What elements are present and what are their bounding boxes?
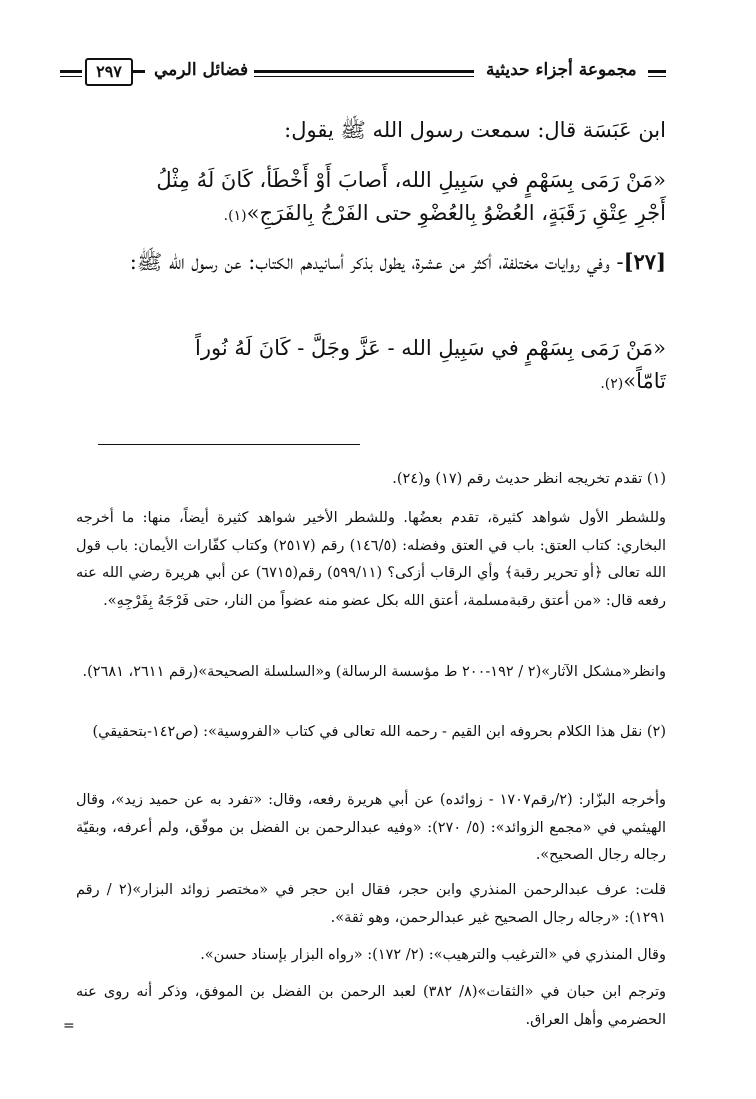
- item-number: [٢٧]: [623, 249, 666, 274]
- book-title: فضائل الرمي: [154, 60, 249, 80]
- page-number: ٢٩٧: [85, 58, 133, 86]
- footnote-1-detail: وللشطر الأول شواهد كثيرة، تقدم بعضُها. وللشطر الأخير شواهد كثيرة أيضاً، منها: ما أخرجه البخاري: كتاب العتق: باب في العتق وفضله: (١٤٦/٥) رقم (٢٥١٧) وكتاب كفّارات الأيمان: باب قول الله تعالى ﴿أو تحرير رقبة﴾ وأي الرقاب أزكى؟ (٥٩٩/١١) رقم(٦٧١٥) عن أبي هريرة رضي الله عنه رفعه قال: «من أعتق رقبةمسلمة، أعتق الله بكل عضو منه عضواً من النار، حتى فَرْجَهُ بِفَرْجِهِ».: [76, 510, 666, 609]
- hadith-2-line-2: تَامّاً»(٢).: [600, 368, 666, 393]
- footnote-2-comment: قلت: عرف عبدالرحمن المنذري وابن حجر، فقال ابن حجر في «مختصر زوائد البزار»(٢ / رقم ١٢٩١): «رجاله رجال الصحيح غير عبدالرحمن، وهو ثقة».: [76, 882, 667, 926]
- header-rule: [131, 70, 145, 73]
- footnote-2-ibn-hibban: وترجم ابن حبان في «الثقات»(٨/ ٣٨٢) لعبد الرحمن بن الفضل بن الموفق، وذكر أنه روى عنه الحضرمي وأهل العراق.: [76, 984, 666, 1028]
- footnote-2-mundhiri: وقال المنذري في «الترغيب والترهيب»: (٢/ ١٧٢): «رواه البزار بإسناد حسن».: [200, 947, 666, 963]
- footnote-ref-1: (١).: [223, 207, 247, 224]
- footnote-ref-2: (٢).: [600, 375, 624, 392]
- footnote-1: (١) تقدم تخريجه انظر حديث رقم (١٧) و(٢٤).: [392, 471, 666, 487]
- hadith-1-line-2: أَجْرِ عِتْقِ رَقَبَةٍ، العُضْوُ بِالعُضْوِ حتى الفَرْجُ بِالفَرَجِ»(١).: [223, 200, 666, 225]
- series-title: مجموعة أجزاء حديثية: [486, 60, 637, 80]
- hadith-2: [78, 332, 666, 397]
- hadith-1-line-1: «مَنْ رَمَى بِسَهْمٍ في سَبِيلِ الله، أَصابَ أَوْ أَخْطَأ، كَانَ لَهُ مِثْلُ: [156, 168, 666, 192]
- header-rule: [60, 70, 82, 73]
- header-rule: [60, 76, 82, 77]
- page-header: [60, 56, 666, 90]
- footnote-2-bazzar: وأخرجه البزّار: (٢/رقم١٧٠٧ - زوائده) عن أبي هريرة رفعه، وقال: «تفرد به عن حميد زيد»، وقال الهيثمي في «مجمع الزوائد»: (٥/ ٢٧٠): «وفيه عبدالرحمن بن الفضل بن موفّق، ولم أعرفه، وبقيّة رجاله رجال الصحيح».: [76, 792, 666, 864]
- footnote-separator: [98, 444, 360, 445]
- continuation-mark: =: [63, 1018, 75, 1034]
- footnote-1-see-also: وانظر«مشكل الآثار»(٢ / ١٩٢-٢٠٠ ط مؤسسة الرسالة) و«السلسلة الصحيحة»(رقم ٢٦١١، ٢٦٨١).: [82, 664, 666, 680]
- header-rule: [648, 70, 666, 73]
- header-rule: [648, 76, 666, 77]
- header-rule: [254, 76, 474, 77]
- paragraph-27: [78, 246, 666, 279]
- footnote-2: (٢) نقل هذا الكلام بحروفه ابن القيم - رحمه الله تعالى في كتاب «الفروسية»: (ص١٤٢-بتحقيقي): [92, 724, 666, 740]
- paragraph-27-text: - وفي روايات مختلفة، أكثر من عشرة، يطول بذكر أسانيدهم الكتاب: عن رسول الله ﷺ:: [129, 250, 624, 274]
- header-rule: [254, 70, 474, 73]
- hadith-2-line-1: «مَنْ رَمَى بِسَهْمٍ في سَبِيلِ الله - عَزَّ وجَلَّ - كَانَ لَهُ نُوراً: [195, 336, 666, 360]
- main-text: [78, 114, 666, 147]
- hadith-1: [78, 164, 666, 229]
- intro-line: ابن عَبَسَة قال: سمعت رسول الله ﷺ يقول:: [284, 118, 666, 142]
